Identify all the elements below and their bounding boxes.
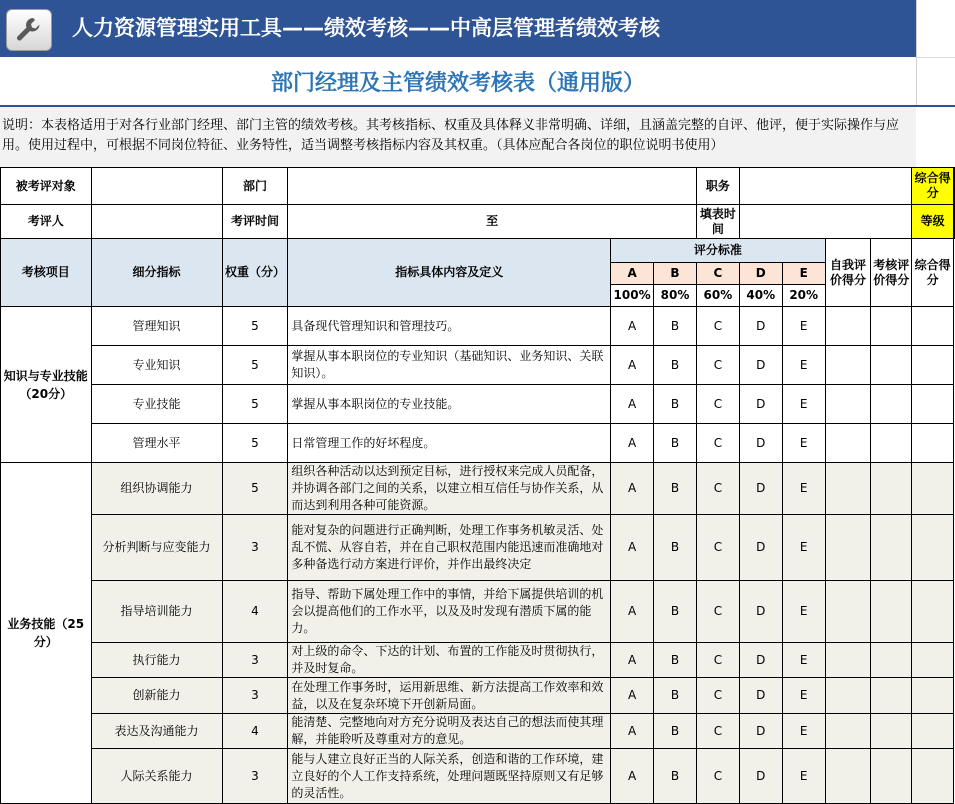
assessor-score-input[interactable] — [871, 424, 912, 463]
col-header-indicator: 细分指标 — [91, 239, 222, 307]
self-score-input[interactable] — [825, 463, 871, 515]
grade-option[interactable]: B — [654, 515, 697, 581]
overall-score-input[interactable] — [912, 463, 954, 515]
grade-option[interactable]: A — [611, 714, 654, 749]
grade-option[interactable]: B — [654, 307, 697, 346]
grade-option[interactable]: A — [611, 346, 654, 385]
indicator-definition: 能对复杂的问题进行正确判断，处理工作事务机敏灵活、处乱不慌、从容自若，并在自己职权范围内能迅速而准确地对多种备选行动方案进行评价，并作出最终决定 — [288, 515, 611, 581]
total-score-value[interactable] — [954, 168, 955, 205]
table-row — [1, 515, 955, 581]
grade-option[interactable]: E — [782, 749, 825, 804]
assessor-label: 考评人 — [1, 205, 92, 239]
assessor-score-input[interactable] — [871, 581, 912, 643]
indicator-definition: 掌握从事本职岗位的专业技能。 — [288, 385, 611, 424]
weight-value: 5 — [222, 385, 288, 424]
position-input[interactable] — [739, 168, 911, 205]
assessor-score-input[interactable] — [871, 643, 912, 678]
grade-option[interactable]: E — [782, 424, 825, 463]
weight-value: 3 — [222, 749, 288, 804]
position-label: 职务 — [696, 168, 739, 205]
self-score-input[interactable] — [825, 307, 871, 346]
grade-option[interactable]: B — [654, 714, 697, 749]
assessor-score-input[interactable] — [871, 385, 912, 424]
grade-option[interactable]: A — [611, 463, 654, 515]
indicator-name: 指导培训能力 — [91, 581, 222, 643]
weight-value: 5 — [222, 307, 288, 346]
grade-option[interactable]: B — [654, 424, 697, 463]
spreadsheet-margin — [916, 0, 955, 106]
assessor-score-input[interactable] — [871, 515, 912, 581]
overall-score-input[interactable] — [912, 581, 954, 643]
table-row — [1, 424, 955, 463]
grade-option[interactable]: E — [782, 678, 825, 714]
overall-score-input[interactable] — [912, 515, 954, 581]
grade-option[interactable]: C — [696, 678, 739, 714]
weight-value: 5 — [222, 424, 288, 463]
appraisal-table — [0, 167, 955, 804]
assessor-score-input[interactable] — [871, 749, 912, 804]
indicator-definition: 组织各种活动以达到预定目标，进行授权来完成人员配备，并协调各部门之间的关系，以建立相互信任与协作关系，从而达到利用各种可能资源。 — [288, 463, 611, 515]
assessor-score-input[interactable] — [871, 714, 912, 749]
instructions-note: 说明：本表格适用于对各行业部门经理、部门主管的绩效考核。其考核指标、权重及具体释义非常明确、详细，且涵盖完整的自评、他评，便于实际操作与应用。使用过程中，可根据不同岗位特征、业务特性，适当调整考核指标内容及其权重。（具体应配合各岗位的职位说明书使用） — [0, 107, 916, 167]
table-row — [1, 749, 955, 804]
grade-option[interactable]: D — [739, 463, 782, 515]
table-row — [1, 463, 955, 515]
col-header-weight: 权重（分） — [222, 239, 288, 307]
banner-title: 人力资源管理实用工具——绩效考核——中高层管理者绩效考核 — [72, 16, 660, 40]
indicator-definition: 日常管理工作的好坏程度。 — [288, 424, 611, 463]
table-row — [1, 714, 955, 749]
level-header: C — [696, 263, 739, 285]
indicator-name: 管理水平 — [91, 424, 222, 463]
grade-option[interactable]: C — [696, 346, 739, 385]
grade-option[interactable]: E — [782, 643, 825, 678]
category-label: 业务技能（25分） — [1, 463, 92, 804]
self-score-input[interactable] — [825, 678, 871, 714]
indicator-name: 管理知识 — [91, 307, 222, 346]
grade-option[interactable]: D — [739, 385, 782, 424]
grade-option[interactable]: C — [696, 581, 739, 643]
dept-input[interactable] — [288, 168, 697, 205]
indicator-name: 专业技能 — [91, 385, 222, 424]
grade-label: 等级 — [912, 205, 954, 239]
table-row — [1, 346, 955, 385]
grade-option[interactable]: D — [739, 307, 782, 346]
overall-score-input[interactable] — [912, 385, 954, 424]
col-header-overall: 综合得分 — [912, 239, 954, 307]
grade-option[interactable]: C — [696, 307, 739, 346]
indicator-name: 表达及沟通能力 — [91, 714, 222, 749]
assessor-score-input[interactable] — [871, 346, 912, 385]
level-header: B — [654, 263, 697, 285]
indicator-definition: 在处理工作事务时，运用新思维、新方法提高工作效率和效益，以及在复杂环境下开创新局面。 — [288, 678, 611, 714]
wrench-icon[interactable] — [6, 9, 52, 51]
weight-value: 4 — [222, 714, 288, 749]
overall-score-input[interactable] — [912, 678, 954, 714]
level-header: A — [611, 263, 654, 285]
col-header-scale: 评分标准 — [611, 239, 826, 263]
self-score-input[interactable] — [825, 581, 871, 643]
sheet-title: 部门经理及主管绩效考核表（通用版） — [270, 70, 645, 96]
grade-option[interactable]: B — [654, 678, 697, 714]
grade-option[interactable]: E — [782, 581, 825, 643]
indicator-name: 人际关系能力 — [91, 749, 222, 804]
percent-header: 40% — [739, 285, 782, 307]
grade-option[interactable]: A — [611, 678, 654, 714]
grade-option[interactable]: A — [611, 424, 654, 463]
grade-option[interactable]: E — [782, 714, 825, 749]
grade-option[interactable]: D — [739, 643, 782, 678]
col-header-definition: 指标具体内容及定义 — [288, 239, 611, 307]
table-row — [1, 581, 955, 643]
grade-option[interactable]: C — [696, 643, 739, 678]
grade-option[interactable]: B — [654, 749, 697, 804]
grade-option[interactable]: D — [739, 678, 782, 714]
assessee-label: 被考评对象 — [1, 168, 92, 205]
col-header-self: 自我评价得分 — [825, 239, 871, 307]
grade-option[interactable]: C — [696, 714, 739, 749]
col-header-item: 考核项目 — [1, 239, 92, 307]
grade-option[interactable]: C — [696, 424, 739, 463]
self-score-input[interactable] — [825, 515, 871, 581]
grade-option[interactable]: D — [739, 714, 782, 749]
grade-option[interactable]: C — [696, 385, 739, 424]
self-score-input[interactable] — [825, 385, 871, 424]
grade-option[interactable]: D — [739, 581, 782, 643]
grade-option[interactable]: B — [654, 385, 697, 424]
weight-value: 3 — [222, 678, 288, 714]
assessor-score-input[interactable] — [871, 678, 912, 714]
grade-option[interactable]: B — [654, 581, 697, 643]
percent-header: 60% — [696, 285, 739, 307]
self-score-input[interactable] — [825, 749, 871, 804]
grade-value[interactable] — [954, 205, 955, 239]
overall-score-input[interactable] — [912, 307, 954, 346]
grade-option[interactable]: D — [739, 424, 782, 463]
total-score-label: 综合得分 — [912, 168, 954, 205]
overall-score-input[interactable] — [912, 749, 954, 804]
assessor-score-input[interactable] — [871, 463, 912, 515]
grade-option[interactable]: E — [782, 346, 825, 385]
grade-option[interactable]: D — [739, 515, 782, 581]
assessor-score-input[interactable] — [871, 307, 912, 346]
category-label: 知识与专业技能（20分） — [1, 307, 92, 463]
header-banner — [0, 0, 916, 57]
indicator-name: 专业知识 — [91, 346, 222, 385]
weight-value: 3 — [222, 515, 288, 581]
grade-option[interactable]: A — [611, 643, 654, 678]
overall-score-input[interactable] — [912, 643, 954, 678]
self-score-input[interactable] — [825, 346, 871, 385]
fill-date-input[interactable] — [739, 205, 911, 239]
table-row — [1, 643, 955, 678]
percent-header: 80% — [654, 285, 697, 307]
grade-option[interactable]: A — [611, 307, 654, 346]
grade-option[interactable]: A — [611, 385, 654, 424]
self-score-input[interactable] — [825, 714, 871, 749]
assessee-input[interactable] — [91, 168, 222, 205]
weight-value: 5 — [222, 346, 288, 385]
grade-option[interactable]: A — [611, 581, 654, 643]
overall-score-input[interactable] — [912, 346, 954, 385]
grade-option[interactable]: E — [782, 515, 825, 581]
fill-date-label: 填表时间 — [696, 205, 739, 239]
grade-option[interactable]: E — [782, 307, 825, 346]
weight-value: 4 — [222, 581, 288, 643]
grade-option[interactable]: B — [654, 346, 697, 385]
indicator-definition: 能清楚、完整地向对方充分说明及表达自己的想法而使其理解，并能聆听及尊重对方的意见。 — [288, 714, 611, 749]
grade-option[interactable]: C — [696, 749, 739, 804]
percent-header: 20% — [782, 285, 825, 307]
grade-option[interactable]: B — [654, 463, 697, 515]
table-row — [1, 307, 955, 346]
level-header: E — [782, 263, 825, 285]
grade-option[interactable]: D — [739, 749, 782, 804]
indicator-name: 组织协调能力 — [91, 463, 222, 515]
indicator-name: 执行能力 — [91, 643, 222, 678]
weight-value: 5 — [222, 463, 288, 515]
grade-option[interactable]: C — [696, 463, 739, 515]
assessor-input[interactable] — [91, 205, 222, 239]
grade-option[interactable]: D — [739, 346, 782, 385]
period-input[interactable]: 至 — [288, 205, 697, 239]
grade-option[interactable]: E — [782, 463, 825, 515]
period-label: 考评时间 — [222, 205, 288, 239]
grade-option[interactable]: A — [611, 515, 654, 581]
self-score-input[interactable] — [825, 424, 871, 463]
self-score-input[interactable] — [825, 643, 871, 678]
overall-score-input[interactable] — [912, 424, 954, 463]
grade-option[interactable]: B — [654, 643, 697, 678]
overall-score-input[interactable] — [912, 714, 954, 749]
dept-label: 部门 — [222, 168, 288, 205]
weight-value: 3 — [222, 643, 288, 678]
indicator-name: 创新能力 — [91, 678, 222, 714]
grade-option[interactable]: A — [611, 749, 654, 804]
indicator-definition: 指导、帮助下属处理工作中的事情，并给下属提供培训的机会以提高他们的工作水平，以及及时发现有潜质下属的能力。 — [288, 581, 611, 643]
col-header-assessor: 考核评价得分 — [871, 239, 912, 307]
indicator-name: 分析判断与应变能力 — [91, 515, 222, 581]
indicator-definition: 对上级的命令、下达的计划、布置的工作能及时贯彻执行，并及时复命。 — [288, 643, 611, 678]
percent-header: 100% — [611, 285, 654, 307]
indicator-definition: 具备现代管理知识和管理技巧。 — [288, 307, 611, 346]
grade-option[interactable]: E — [782, 385, 825, 424]
grade-option[interactable]: C — [696, 515, 739, 581]
indicator-definition: 能与人建立良好正当的人际关系，创造和谐的工作环境，建立良好的个人工作支持系统，处理问题既坚持原则又有足够的灵活性。 — [288, 749, 611, 804]
table-row — [1, 385, 955, 424]
indicator-definition: 掌握从事本职岗位的专业知识（基础知识、业务知识、关联知识）。 — [288, 346, 611, 385]
table-row — [1, 678, 955, 714]
level-header: D — [739, 263, 782, 285]
